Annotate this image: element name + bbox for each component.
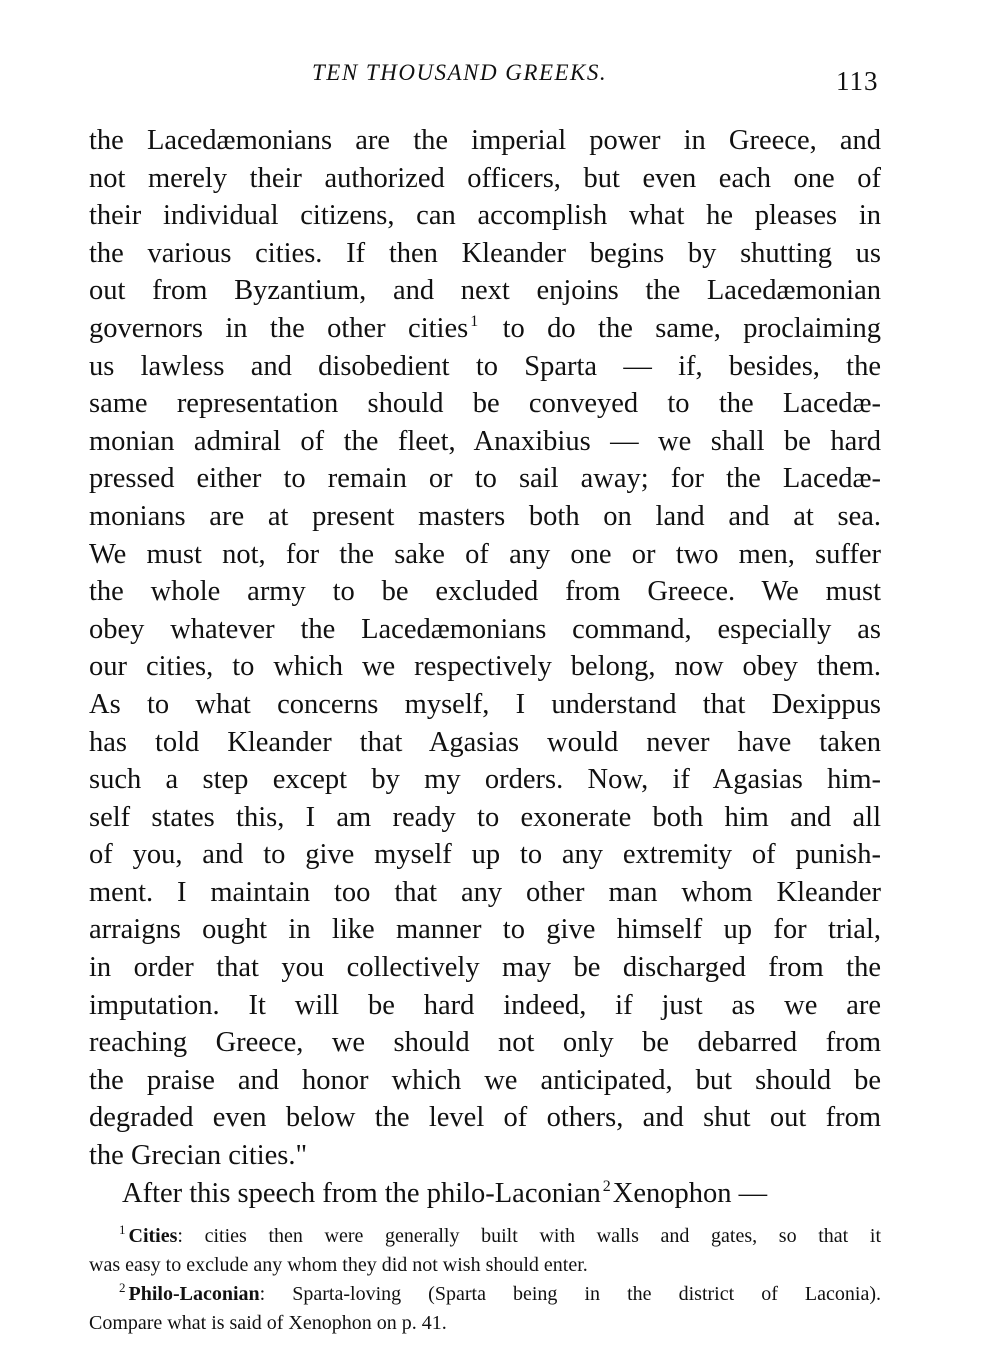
footnote-ref-1[interactable]: 1	[470, 312, 479, 330]
text-line: the various cities. If then Kleander begins by shutting us	[89, 237, 881, 269]
footnote-2	[89, 1280, 881, 1309]
footnote-text: : Sparta-loving (Sparta being in the district of Laconia).	[259, 1283, 881, 1305]
text-line: has told Kleander that Agasias would never have taken	[89, 726, 881, 758]
text-line: the whole army to be excluded from Greece. We must	[89, 576, 881, 608]
text-line: of you, and to give myself up to any extremity of punish-	[89, 839, 881, 871]
body-text	[89, 122, 881, 1212]
text-line: same representation should be conveyed to the Lacedæ-	[89, 388, 881, 420]
text-line: not merely their authorized officers, but even each one of	[89, 162, 881, 194]
text-fragment: governors in the other cities	[89, 312, 469, 344]
text-line	[89, 310, 881, 348]
footnote-marker: 1	[119, 1222, 126, 1237]
footnote-term: Cities	[128, 1225, 178, 1247]
text-line: degraded even below the level of others, and shut out from	[89, 1102, 881, 1134]
text-line	[89, 1175, 881, 1213]
text-line: our cities, to which we respectively belong, now obey them.	[89, 651, 881, 683]
footnote-1-continued: was easy to exclude any whom they did not wish should enter.	[89, 1254, 588, 1276]
text-line: As to what concerns myself, I understand that Dexippus	[89, 688, 881, 720]
text-fragment: to do the same, proclaiming	[502, 312, 882, 344]
text-line: the praise and honor which we anticipated, but should be	[89, 1064, 881, 1096]
text-fragment: Xenophon —	[612, 1177, 768, 1209]
text-line: pressed either to remain or to sail away; for the Lacedæ-	[89, 463, 881, 495]
footnote-text: : cities then were generally built with walls and gates, so that it	[177, 1225, 881, 1247]
text-line: monian admiral of the fleet, Anaxibius — we shall be hard	[89, 425, 881, 457]
running-head	[0, 46, 1000, 96]
text-line: imputation. It will be hard indeed, if just as we are	[89, 989, 881, 1021]
text-line: the Grecian cities."	[89, 1140, 308, 1172]
page-number: 113	[836, 66, 879, 96]
footnote-term: Philo-Laconian	[128, 1283, 260, 1305]
text-line: monians are at present masters both on land and at sea.	[89, 500, 881, 532]
text-line: obey whatever the Lacedæmonians command, especially as	[89, 613, 881, 645]
text-line: their individual citizens, can accomplish what he pleases in	[89, 200, 881, 232]
text-line: out from Byzantium, and next enjoins the Lacedæmonian	[89, 275, 881, 307]
text-line: the Lacedæmonians are the imperial power in Greece, and	[89, 125, 881, 156]
text-line: such a step except by my orders. Now, if Agasias him-	[89, 764, 881, 796]
text-line: reaching Greece, we should not only be debarred from	[89, 1027, 881, 1059]
footnote-marker: 2	[119, 1280, 126, 1295]
text-line: us lawless and disobedient to Sparta — if, besides, the	[89, 350, 881, 382]
text-line: self states this, I am ready to exonerate both him and all	[89, 801, 881, 833]
footnotes	[89, 1222, 881, 1338]
running-title: TEN THOUSAND GREEKS.	[312, 60, 608, 85]
footnote-1	[89, 1222, 881, 1251]
text-line: We must not, for the sake of any one or two men, suffer	[89, 538, 881, 570]
text-line: ment. I maintain too that any other man whom Kleander	[89, 876, 881, 908]
footnote-ref-2[interactable]: 2	[602, 1177, 611, 1195]
footnote-2-continued: Compare what is said of Xenophon on p. 41.	[89, 1312, 447, 1334]
text-line: arraigns ought in like manner to give himself up for trial,	[89, 914, 881, 946]
text-fragment: After this speech from the philo-Laconian	[122, 1177, 601, 1209]
text-line: in order that you collectively may be discharged from the	[89, 952, 881, 984]
